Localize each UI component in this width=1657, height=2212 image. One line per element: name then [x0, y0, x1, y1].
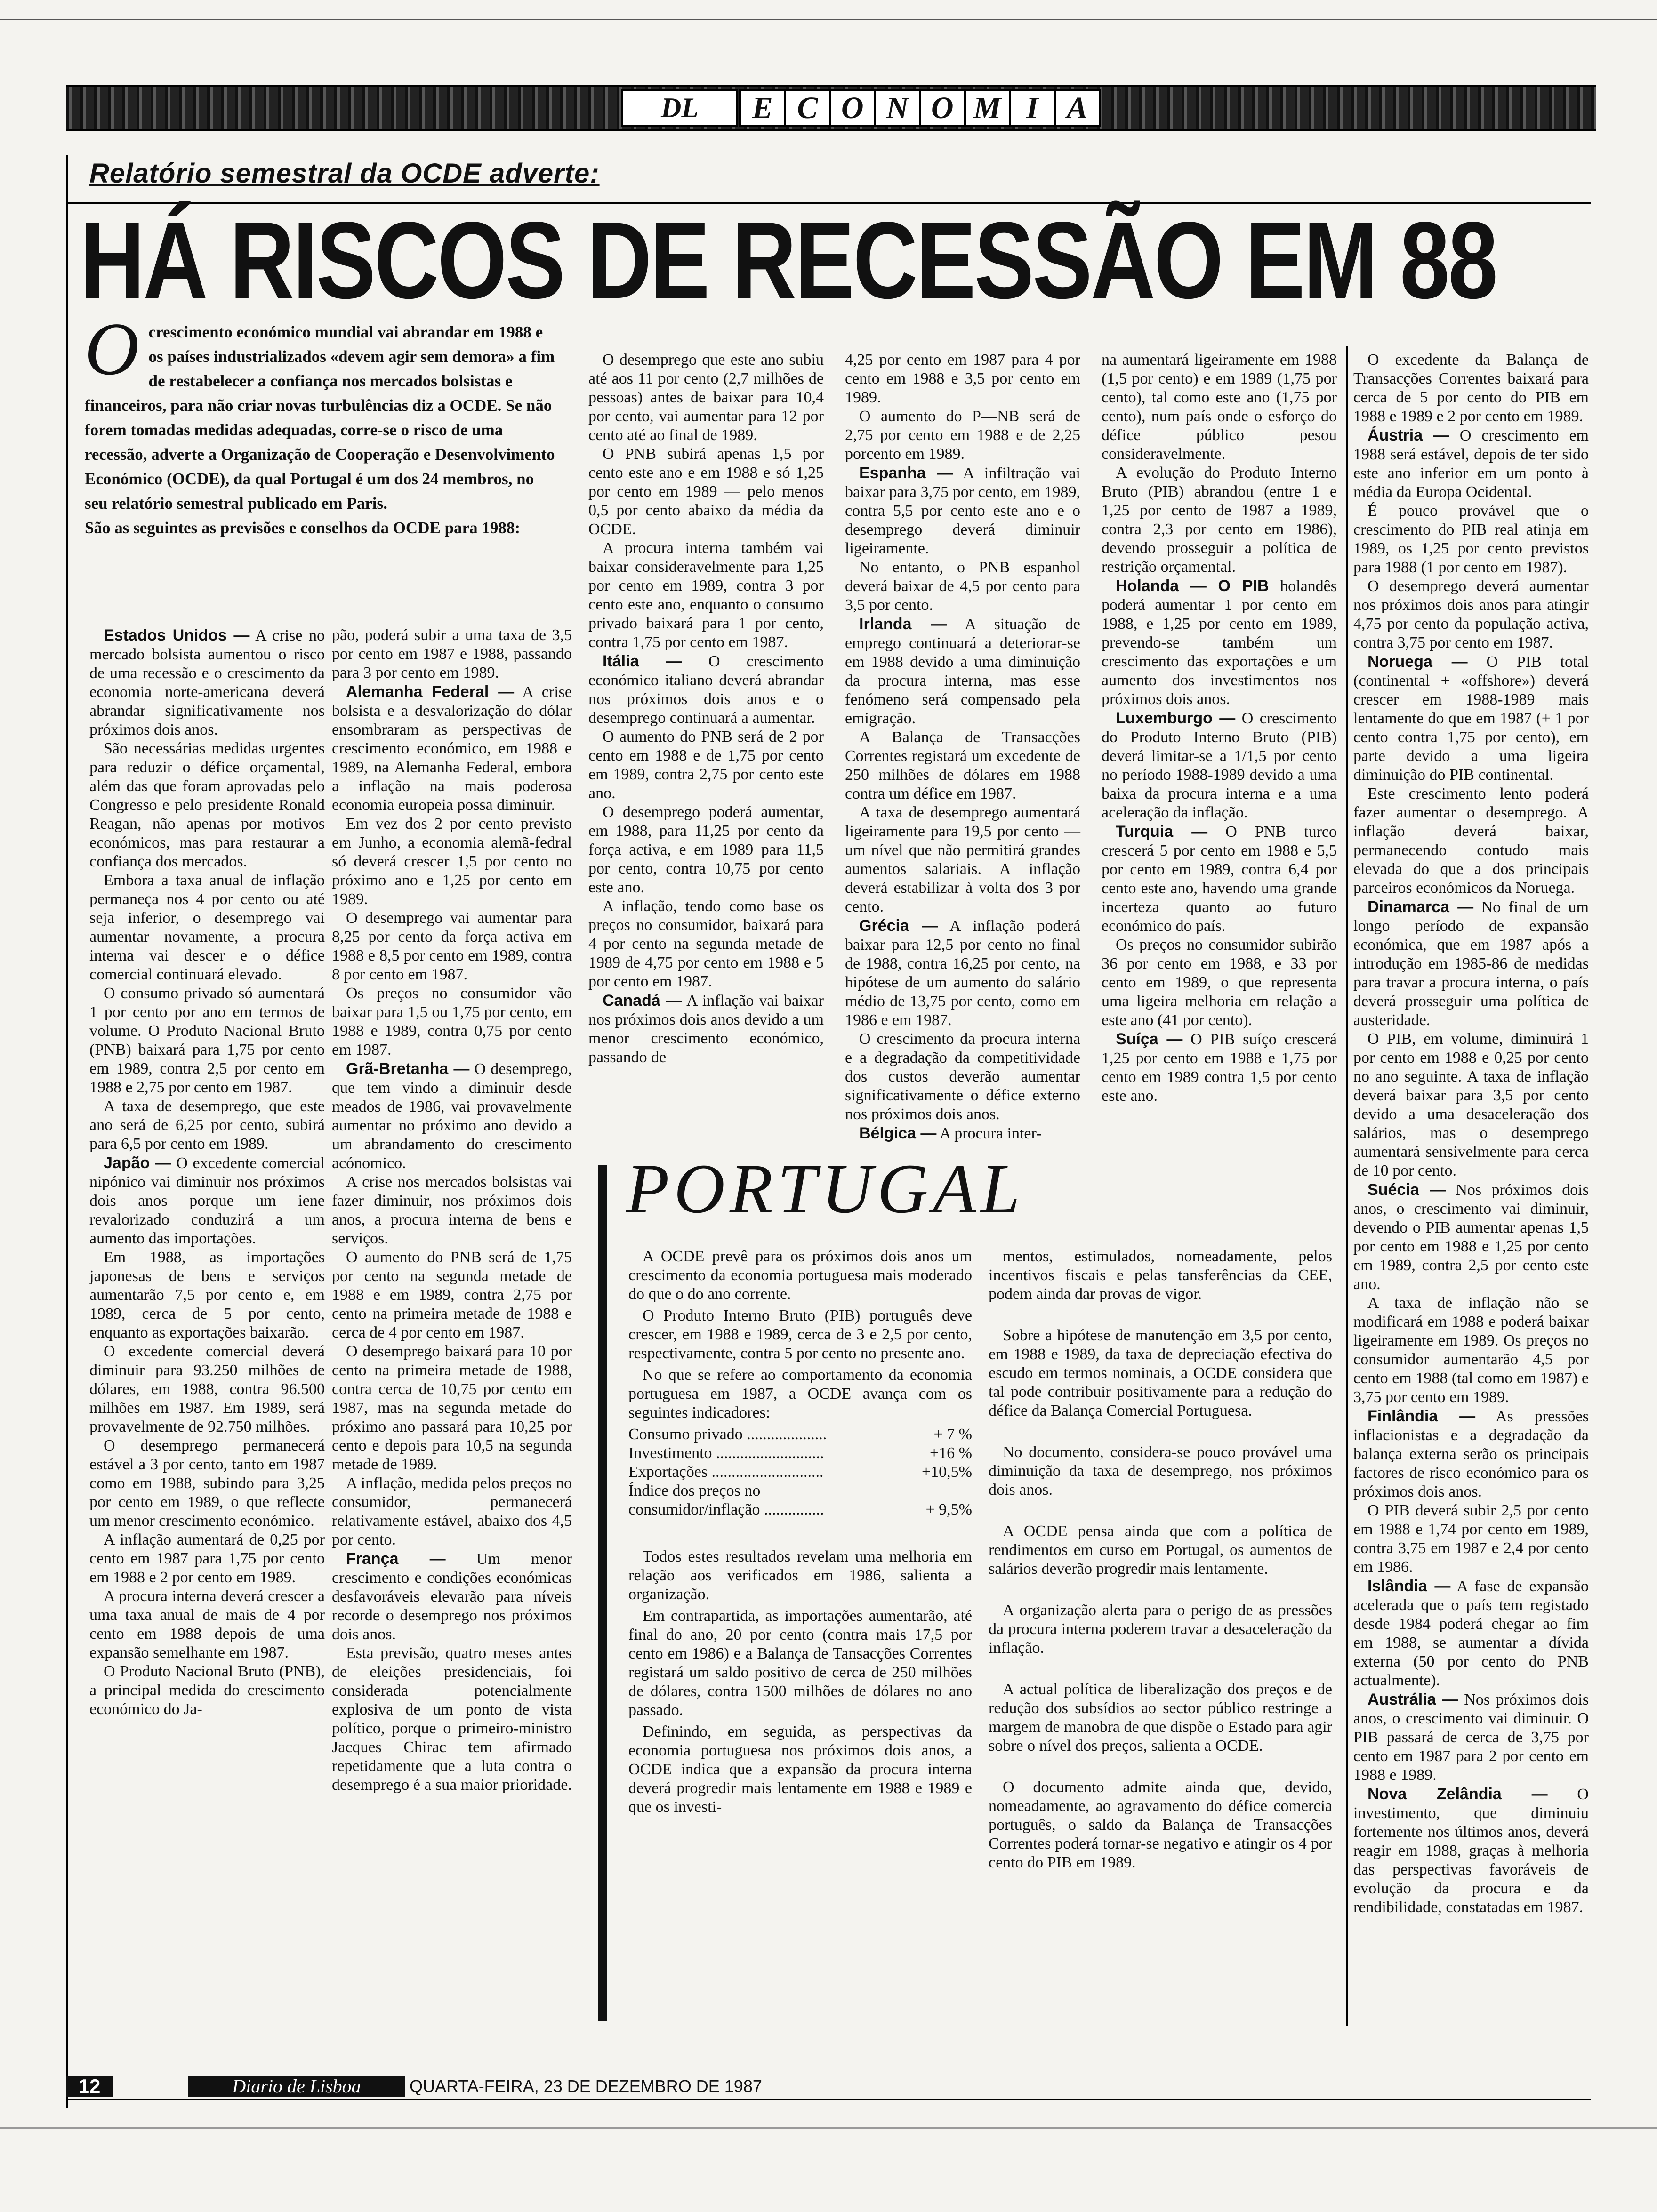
paragraph-text: A crise nos mercados bolsistas vai fazer diminuir, nos próximos dois anos, a procura interna de bens e serviços. [332, 1173, 572, 1247]
country-heading: Alemanha Federal — [346, 683, 515, 701]
country-heading: Austrália — [1367, 1691, 1458, 1708]
paragraph [1353, 1501, 1589, 1577]
paragraph: mentos, estimulados, nomeadamente, pelos incentivos fiscais e pelas tansferências da CEE, podem ainda dar provas de vigor. [989, 1248, 1332, 1303]
paragraph [332, 1549, 572, 1644]
indicator-label: Consumo privado .................... [628, 1426, 827, 1443]
country-heading: Itália — [603, 652, 682, 670]
portugal-column-right [989, 1247, 1332, 1875]
paragraph-text: Este crescimento lento poderá fazer aumentar o desemprego. A inflação deverá baixar, permanecendo contudo mais elevada do que a dos principais parceiros económicos da Noruega. [1353, 785, 1589, 897]
paragraph [1353, 1030, 1589, 1180]
paragraph [1102, 822, 1337, 936]
paragraph-text: O crescimento económico italiano deverá abrandar nos próximos dois anos e o desemprego continuará a aumentar. [588, 653, 824, 727]
indicator-row [628, 1500, 972, 1519]
paragraph [1353, 577, 1589, 652]
paragraph-text: A procura interna deverá crescer a uma taxa anual de mais de 4 por cento em 1988 depois de uma expansão semelhante em 1987. [89, 1587, 325, 1661]
country-heading: Nova Zelândia — [1367, 1785, 1548, 1803]
indicator-value: + 7 % [933, 1426, 972, 1443]
paragraph [332, 1342, 572, 1474]
paragraph [1353, 898, 1589, 1030]
paragraph-text: A procura interna também vai baixar consideravelmente para 1,25 por cento em 1989, contra 3 por cento este ano, enquanto o consumo privado baixará para 1 por cento, contra 1,75 por cento em 1987. [588, 539, 824, 651]
paragraph-text: A procura inter- [936, 1125, 1042, 1142]
country-heading: Turquia — [1116, 823, 1208, 841]
paragraph [588, 728, 824, 803]
paragraph-text: O desemprego poderá aumentar, em 1988, para 11,25 por cento da força activa, e em 1989 para 11,5 por cento, contra 10,75 por cento este ano. [588, 803, 824, 896]
paragraph-text: A inflação aumentará de 0,25 por cento em 1987 para 1,75 por cento em 1988 e 2 por cento em 1989. [89, 1531, 325, 1586]
article-column-6 [1353, 351, 1589, 1917]
paragraph [89, 1154, 325, 1248]
paragraph-text: O desemprego deverá aumentar nos próximos dois anos para atingir 4,75 por cento da população activa, contra 3,75 por cento em 1987. [1353, 577, 1589, 651]
country-heading: Espanha — [859, 464, 953, 482]
scan-bottom-line [0, 2127, 1657, 2129]
paragraph [332, 984, 572, 1059]
country-heading: Suíça — [1116, 1030, 1183, 1048]
paragraph-text: pão, poderá subir a uma taxa de 3,5 por cento em 1987 e 1988, passando para 3 por cento em 1989. [332, 626, 572, 681]
indicator-label: Investimento ........................... [628, 1444, 824, 1462]
paragraph: O Produto Interno Bruto (PIB) português deve crescer, em 1988 e 1989, cerca de 3 e 2,5 por cento, respectivamente, contra 5 por cento no presente ano. [628, 1307, 972, 1362]
paragraph [89, 1662, 325, 1719]
country-heading: Estados Unidos — [104, 626, 250, 644]
paragraph [89, 626, 325, 739]
indicator-value: +16 % [930, 1444, 972, 1462]
paragraph-text: A Balança de Transacções Correntes registará um excedente de 250 milhões de dólares em 1988 contra um défice em 1987. [845, 729, 1080, 802]
section-letter: A [1067, 91, 1088, 125]
column-divider [1346, 346, 1348, 2026]
paragraph [588, 351, 824, 445]
indicators-table [628, 1425, 972, 1519]
paragraph [1353, 351, 1589, 426]
paragraph-text: O crescimento em 1988 será estável, depois de ter sido este ano inferior em um ponto à média da Europa Ocidental. [1353, 427, 1589, 501]
paragraph [1102, 936, 1337, 1030]
lead-text-2: São as seguintes as previsões e conselhos da OCDE para 1988: [85, 519, 520, 537]
paragraph [588, 991, 824, 1067]
paragraph-text: A taxa de desemprego, que este ano será de 6,25 por cento, subirá para 6,5 por cento em 1989. [89, 1098, 325, 1153]
paragraph-text: Em 1988, as importações japonesas de bens e serviços aumentarão 7,5 por cento e, em 1989, cerca de 5 por cento, enquanto as exportações baixarão. [89, 1249, 325, 1341]
paragraph-text: A crise bolsista e a desvalorização do dólar ensombraram as perspectivas de crescimento económico, em 1988 e 1989, na Alemanha Federal, embora a inflação na mais poderosa economia europeia possa diminuir. [332, 683, 572, 814]
paragraph [89, 1342, 325, 1436]
paragraph-text: na aumentará ligeiramente em 1988 (1,5 por cento) e em 1989 (1,75 por cento), tal como este ano (1,75 por cento), num país onde o esforço do défice público pesou consideravelmente. [1102, 351, 1337, 463]
indicator-row [628, 1425, 972, 1444]
section-letter: E [741, 91, 786, 125]
portugal-title: PORTUGAL [626, 1150, 1025, 1228]
footer-rule [66, 2099, 1591, 2100]
country-heading: Islândia — [1367, 1577, 1451, 1595]
kicker: Relatório semestral da OCDE adverte: [89, 158, 600, 189]
paragraph [89, 1097, 325, 1154]
paragraph [845, 351, 1080, 407]
paragraph: O documento admite ainda que, devido, nomeadamente, ao agravamento do défice comercia português, o saldo da Balança de Transacções Correntes poderá tornar-se negativo e atingir os 4 por cento do PIB em 1989. [989, 1779, 1332, 1871]
country-heading: Noruega — [1367, 653, 1468, 671]
article-column-1 [89, 626, 325, 1719]
scan-top-edge [0, 0, 1657, 20]
paragraph-text: O crescimento da procura interna e a degradação da competitividade dos custos deverão aumentar significativamente o défice externo nos próximos dois anos. [845, 1030, 1080, 1123]
paragraph [89, 871, 325, 984]
paragraph-text: O excedente comercial nipónico vai diminuir nos próximos dois anos porque um iene revalorizado conduzirá a um aumento das importações. [89, 1154, 325, 1247]
article-column-2 [332, 626, 572, 1795]
newspaper-logo: DL [621, 89, 738, 127]
paragraph-text: A infiltração vai baixar para 3,75 por cento, em 1989, contra 5,5 por cento este ano e o desemprego deverá diminuir ligeiramente. [845, 465, 1080, 557]
paragraph [89, 1436, 325, 1531]
newspaper-name: Diario de Lisboa [188, 2076, 405, 2097]
article-column-3 [588, 351, 824, 1067]
paragraph: A OCDE prevê para os próximos dois anos um crescimento da economia portuguesa mais moderado do que o do ano corrente. [628, 1248, 972, 1303]
paragraph [332, 682, 572, 815]
paragraph [1353, 426, 1589, 502]
issue-date: QUARTA-FEIRA, 23 DE DEZEMBRO DE 1987 [410, 2076, 762, 2096]
paragraph: Definindo, em seguida, as perspectivas da economia portuguesa nos próximos dois anos, a OCDE indica que a expansão da procura interna deverá progredir mais lentamente em 1988 e 1989 e que os investi- [628, 1723, 972, 1816]
portugal-sidebar-bar [598, 1165, 607, 2021]
paragraph-text: O desemprego, que tem vindo a diminuir desde meados de 1986, vai provavelmente aumentar no próximo ano devido a um abrandamento do crescimento acónomico. [332, 1060, 572, 1172]
paragraph-text: A inflação poderá baixar para 12,5 por cento no final de 1988, contra 16,25 por cento, na hipótese de um aumento do salário médio de 13,75 por cento, como em 1986 e em 1987. [845, 917, 1080, 1029]
indicator-label: consumidor/inflação ............... [628, 1501, 824, 1518]
paragraph-text: Em vez dos 2 por cento previsto em Junho, a economia alemã-fedral só deverá crescer 1,5 por cento no próximo ano e 1,25 por cento em 1989. [332, 815, 572, 908]
lead-text: crescimento económico mundial vai abrandar em 1988 e os países industrializados «devem agir sem demora» a fim de restabelecer a confiança nos mercados bolsistas e financeiros, para não criar novas turbulências diz a OCDE. Se não forem tomadas medidas adequadas, corre-se o risco de uma recessão, adverte a Organização de Cooperação e Desenvolvimento Económico (OCDE), da qual Portugal é um dos 24 membros, no seu relatório semestral publicado em Paris. [85, 323, 555, 513]
paragraph [1353, 502, 1589, 577]
indicator-value: +10,5% [922, 1463, 972, 1481]
paragraph [845, 803, 1080, 916]
section-title [739, 89, 1101, 127]
paragraph-text: São necessárias medidas urgentes para reduzir o défice orçamental, além das que foram aprovadas pelo Congresso e pelo presidente Ronald Reagan, não apenas por motivos económicos, mas para restaurar a confiança dos mercados. [89, 740, 325, 870]
paragraph [588, 897, 824, 991]
paragraph [1353, 785, 1589, 898]
paragraph [89, 984, 325, 1097]
paragraph [89, 1531, 325, 1587]
paragraph: A actual política de liberalização dos preços e de redução dos subsídios ao sector público restringe a margem de manobra de que dispõe o Estado para agir sobre o nível dos preços, salienta a OCDE. [989, 1681, 1332, 1755]
section-letter: I [1011, 91, 1056, 125]
paragraph [1102, 577, 1337, 709]
paragraph-text: O aumento do P—NB será de 2,75 por cento em 1988 e de 2,25 porcento em 1989. [845, 408, 1080, 463]
paragraph: Em contrapartida, as importações aumentarão, até final do ano, 20 por cento (contra mais 17,5 por cento em 1986) e a Balança de Tansacções Correntes registará um saldo positivo de cerca de 250 milhões de dólares, contra 1500 milhões de dólares no ano passado. [628, 1607, 972, 1719]
paragraph: No que se refere ao comportamento da economia portuguesa em 1987, a OCDE avança com os seguintes indicadores: [628, 1366, 972, 1421]
country-heading: Irlanda — [859, 615, 947, 633]
paragraph-text: O excedente da Balança de Transacções Correntes baixará para cerca de 5 por cento do PIB em 1988 e 1989 e 2 por cento em 1989. [1353, 351, 1589, 425]
section-letter: M [966, 91, 1011, 125]
country-heading: Dinamarca — [1367, 898, 1474, 916]
paragraph: A organização alerta para o perigo de as pressões da procura interna poderem travar a desaceleração da inflação. [989, 1602, 1332, 1657]
paragraph [332, 815, 572, 909]
paragraph-text: O desemprego baixará para 10 por cento na primeira metade de 1988, contra cerca de 10,75 por cento em 1987, mas na segunda metade do próximo ano passará para 10,25 por cento e depois para 10,5 na segunda metade de 1989. [332, 1343, 572, 1473]
paragraph-text: O consumo privado só aumentará 1 por cento por ano em termos de volume. O Produto Nacional Bruto (PNB) baixará para 1,75 por cento em 1989, contra 2,5 por cento em 1988 e 2,75 por cento em 1987. [89, 985, 325, 1096]
paragraph [588, 652, 824, 728]
paragraph [1102, 464, 1337, 577]
paragraph-text: A taxa de inflação não se modificará em 1988 e poderá baixar ligeiramente em 1989. Os preços no consumidor aumentarão 4,5 por cento em 1988 (tal como em 1987) e 3,75 por cento em 1989. [1353, 1294, 1589, 1406]
country-heading: Holanda — O PIB [1116, 577, 1269, 595]
paragraph [1353, 1690, 1589, 1785]
country-heading: Áustria — [1367, 426, 1449, 444]
section-letter: O [831, 91, 876, 125]
paragraph [845, 1124, 1080, 1143]
indicator-row [628, 1482, 972, 1500]
paragraph-text: O investimento, que diminuiu fortemente nos últimos anos, deverá reagir em 1988, graças à melhoria das perspectivas favoráveis de evolução da procura e da rendibilidade, constatadas em 1987. [1353, 1786, 1589, 1916]
country-heading: França — [346, 1550, 446, 1568]
paragraph [332, 1173, 572, 1248]
paragraph [1353, 1577, 1589, 1690]
paragraph [588, 445, 824, 539]
paragraph: A OCDE pensa ainda que com a política de rendimentos em curso em Portugal, os aumentos de salários deverão progredir mais lentamente. [989, 1523, 1332, 1578]
paragraph-text: As pressões inflacionistas e a degradação da balança externa serão os principais factores de risco económico para os próximos dois anos. [1353, 1408, 1589, 1500]
paragraph: Todos estes resultados revelam uma melhoria em relação aos verificados em 1986, salienta a organização. [628, 1548, 972, 1603]
paragraph [332, 1644, 572, 1795]
country-heading: Bélgica — [859, 1124, 937, 1142]
paragraph-text: O excedente comercial deverá diminuir para 93.250 milhões de dólares, em 1988, contra 96.500 milhões em 1987. Em 1989, será provavelmente de 92.750 milhões. [89, 1343, 325, 1435]
paragraph-text: O PIB total (continental + «offshore») deverá crescer em 1988-1989 mais lentamente do que em 1987 (+ 1 por cento contra 1,75 por cento), em parte devido a uma ligeira diminuição do PIB continental. [1353, 653, 1589, 784]
paragraph-text: O desemprego vai aumentar para 8,25 por cento da força activa em 1988 e 8,5 por cento em 1989, contra 8 por cento em 1987. [332, 909, 572, 983]
paragraph-text: O desemprego que este ano subiu até aos 11 por cento (2,7 milhões de pessoas) antes de baixar para 10,4 por cento, vai aumentar para 12 por cento até ao final de 1989. [588, 351, 824, 444]
paragraph-text: 4,25 por cento em 1987 para 4 por cento em 1988 e 3,5 por cento em 1989. [845, 351, 1080, 406]
country-heading: Canadá — [603, 992, 682, 1010]
paragraph-text: No entanto, o PNB espanhol deverá baixar de 4,5 por cento para 3,5 por cento. [845, 559, 1080, 614]
paragraph-text: O PNB subirá apenas 1,5 por cento este ano e em 1988 e só 1,25 por cento em 1989 — pelo menos 0,5 por cento abaixo da média da OCDE. [588, 445, 824, 538]
country-heading: Grécia — [859, 917, 938, 935]
paragraph [1102, 351, 1337, 464]
article-column-4 [845, 351, 1080, 1143]
paragraph [845, 916, 1080, 1030]
paragraph-text: O aumento do PNB será de 1,75 por cento na segunda metade de 1988 e em 1989, contra 2,75 por cento na primeira metade de 1988 e cerca de 4 por cento em 1987. [332, 1249, 572, 1341]
paragraph [588, 803, 824, 897]
headline: HÁ RISCOS DE RECESSÃO EM 88 [80, 200, 1496, 321]
paragraph-text: A inflação, medida pelos preços no consumidor, permanecerá relativamente estável, abaixo dos 4,5 por cento. [332, 1475, 572, 1548]
paragraph-text: holandês poderá aumentar 1 por cento em 1988, e 1,25 por cento em 1989, prevendo-se também um crescimento das exportações e um aumento dos investimentos nos próximos dois anos. [1102, 577, 1337, 708]
indicator-row [628, 1463, 972, 1482]
paragraph-text: O Produto Nacional Bruto (PNB), a principal medida do crescimento económico do Ja- [89, 1663, 325, 1718]
paragraph [332, 626, 572, 682]
paragraph-text: No final de um longo período de expansão económica, que em 1987 após a introdução em 1985-86 de medidas para travar a procura interna, o país deverá prosseguir uma política de austeridade. [1353, 898, 1589, 1029]
paragraph-text: Os preços no consumidor vão baixar para 1,5 ou 1,75 por cento, em 1988 e 1989, contra 0,75 por cento em 1987. [332, 985, 572, 1058]
country-heading: Finlândia — [1367, 1407, 1476, 1425]
paragraph [845, 615, 1080, 728]
indicator-value: + 9,5% [925, 1501, 972, 1518]
section-letter: N [876, 91, 921, 125]
drop-cap: O [85, 307, 139, 391]
section-letter: O [921, 91, 966, 125]
paragraph-text: A crise no mercado bolsista aumentou o risco de uma recessão e o crescimento da economia norte-americana deverá abrandar significativamente nos próximos dois anos. [89, 627, 325, 738]
paragraph [845, 728, 1080, 803]
indicator-label: Índice dos preços no [628, 1482, 761, 1499]
paragraph [89, 1587, 325, 1662]
paragraph-text: A inflação vai baixar nos próximos dois anos devido a um menor crescimento económico, passando de [588, 992, 824, 1066]
country-heading: Grã-Bretanha — [346, 1060, 470, 1078]
paragraph [845, 464, 1080, 558]
paragraph [332, 1248, 572, 1342]
indicator-label: Exportações ............................ [628, 1463, 824, 1481]
paragraph: Sobre a hipótese de manutenção em 3,5 por cento, em 1988 e 1989, da taxa de depreciação efectiva do escudo em termos nominais, a OCDE considera que tal pode contribuir positivamente para a redução do défice da Balança Comercial Portuguesa. [989, 1327, 1332, 1419]
page-number: 12 [66, 2076, 113, 2097]
paragraph-text: Embora a taxa anual de inflação permaneça nos 4 por cento ou até seja inferior, o desemprego vai aumentar novamente, a procura interna vai descer e o défice comercial continuará elevado. [89, 872, 325, 983]
paragraph-text: A evolução do Produto Interno Bruto (PIB) abrandou (entre 1 e 1,25 por cento de 1987 a 1989, contra 2,3 por cento em 1986), devendo prosseguir a política de restrição orçamental. [1102, 464, 1337, 576]
paragraph [332, 1059, 572, 1173]
paragraph [1353, 1785, 1589, 1917]
country-heading: Luxemburgo — [1116, 709, 1236, 727]
paragraph [1353, 1180, 1589, 1294]
paragraph [89, 739, 325, 871]
paragraph-text: Um menor crescimento e condições económicas desfavoráveis elevarão para níveis recorde o desemprego nos próximos dois anos. [332, 1550, 572, 1643]
country-heading: Suécia — [1367, 1181, 1446, 1199]
section-letter: C [786, 91, 831, 125]
paragraph [89, 1248, 325, 1342]
portugal-column-left [628, 1247, 972, 1819]
paragraph-text: O crescimento do Produto Interno Bruto (PIB) deverá limitar-se a 1/1,5 por cento no período 1988-1989 devido a uma baixa da procura interna e a uma aceleração da inflação. [1102, 710, 1337, 821]
paragraph-text: O desemprego permanecerá estável a 3 por cento, tanto em 1987 como em 1988, subindo para 3,25 por cento em 1989, o que reflecte um menor crescimento económico. [89, 1437, 325, 1530]
paragraph [1353, 1407, 1589, 1501]
paragraph: No documento, considera-se pouco provável uma diminuição da taxa de desemprego, nos próximos dois anos. [989, 1443, 1332, 1499]
indicator-row [628, 1444, 972, 1463]
paragraph-text: O PIB deverá subir 2,5 por cento em 1988 e 1,74 por cento em 1989, contra 3,75 em 1987 e 2,4 por cento em 1986. [1353, 1502, 1589, 1576]
paragraph [845, 407, 1080, 464]
lead-paragraph [85, 307, 555, 540]
paragraph [332, 1474, 572, 1549]
paragraph [332, 909, 572, 984]
paragraph-text: O aumento do PNB será de 2 por cento em 1988 e de 1,75 por cento em 1989, contra 2,75 por cento este ano. [588, 728, 824, 802]
paragraph [1353, 1294, 1589, 1407]
paragraph-text: Esta previsão, quatro meses antes de eleições presidenciais, foi considerada potencialmente explosiva de um ponto de vista político, porque o primeiro-ministro Jacques Chirac tem afirmado repetidamente que a luta contra o desemprego é a sua maior prioridade. [332, 1644, 572, 1794]
paragraph [1102, 709, 1337, 822]
paragraph [845, 558, 1080, 615]
paragraph-text: É pouco provável que o crescimento do PIB real atinja em 1989, os 1,25 por cento previstos para 1988 (1 por cento em 1987). [1353, 502, 1589, 576]
paragraph [845, 1030, 1080, 1124]
paragraph-text: A fase de expansão acelerada que o país tem registado desde 1984 poderá chegar ao fim em 1988, se aumentar a dívida externa (50 por cento do PNB actualmente). [1353, 1578, 1589, 1689]
paragraph-text: Nos próximos dois anos, o crescimento vai diminuir, devendo o PIB aumentar apenas 1,5 por cento em 1988 e 1,25 por cento em 1989, contra 2,5 por cento este ano. [1353, 1181, 1589, 1293]
paragraph-text: A inflação, tendo como base os preços no consumidor, baixará para 4 por cento na segunda metade de 1989 de 4,75 por cento em 1988 e 5 por cento em 1987. [588, 898, 824, 990]
paragraph-text: O PIB suíço crescerá 1,25 por cento em 1988 e 1,75 por cento em 1989 contra 1,5 por cento este ano. [1102, 1031, 1337, 1105]
paragraph-text: O PNB turco crescerá 5 por cento em 1988 e 5,5 por cento em 1989, contra 6,4 por cento este ano, havendo uma grande incerteza quanto ao futuro económico do país. [1102, 823, 1337, 935]
article-column-5 [1102, 351, 1337, 1106]
paragraph [1102, 1030, 1337, 1106]
paragraph-text: O PIB, em volume, diminuirá 1 por cento em 1988 e 0,25 por cento no ano seguinte. A taxa de inflação deverá baixar para 3,5 por cento devido a uma desaceleração dos salários, mas o desemprego aumentará sensivelmente para cerca de 10 por cento. [1353, 1030, 1589, 1179]
paragraph-text: A situação de emprego continuará a deteriorar-se em 1988 devido a uma diminuição da procura interna, mas esse fenómeno será compensado pela emigração. [845, 616, 1080, 727]
paragraph [1353, 652, 1589, 785]
paragraph-text: A taxa de desemprego aumentará ligeiramente para 19,5 por cento — um nível que não permitirá grandes aumentos salariais. A inflação deverá estabilizar à volta dos 3 por cento. [845, 804, 1080, 915]
paragraph [588, 539, 824, 652]
paragraph-text: Os preços no consumidor subirão 36 por cento em 1988, e 33 por cento em 1989, o que representa uma ligeira melhoria em relação a este ano (41 por cento). [1102, 936, 1337, 1029]
paragraph-text: Nos próximos dois anos, o crescimento vai diminuir. O PIB passará de cerca de 3,75 por cento em 1987 para 2 por cento em 1988 e 1989. [1353, 1691, 1589, 1784]
country-heading: Japão — [104, 1154, 171, 1172]
